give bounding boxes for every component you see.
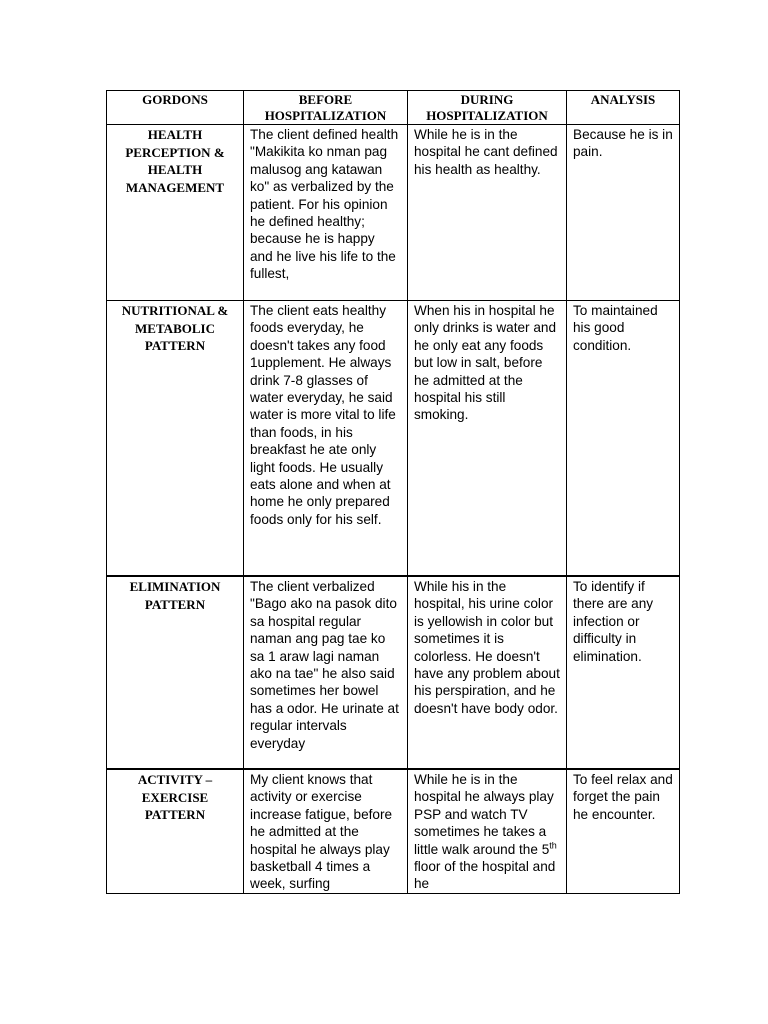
during-text-continued: floor of the hospital and he	[414, 859, 556, 892]
table-row	[107, 125, 680, 301]
during-cell	[408, 769, 567, 893]
pattern-cell: ACTIVITY – EXERCISE PATTERN	[107, 769, 244, 893]
before-cell: The client verbalized "Bago ako na pasok dito sa hospital regular naman ang pag tae ko sa 1 araw lagi naman ako na tae" he also said sometimes her bowel has a odor. He urinate at regular intervals everyday	[244, 576, 408, 769]
table-row	[107, 301, 680, 577]
analysis-cell: To feel relax and forget the pain he encounter.	[567, 769, 680, 893]
table-row	[107, 769, 680, 893]
analysis-cell: To maintained his good condition.	[567, 301, 680, 577]
pattern-cell: NUTRITIONAL & METABOLIC PATTERN	[107, 301, 244, 577]
header-during-hospitalization: DURING HOSPITALIZATION	[408, 91, 567, 125]
during-cell: When his in hospital he only drinks is water and he only eat any foods but low in salt, before he admitted at the hospital his still smoking.	[408, 301, 567, 577]
analysis-cell: To identify if there are any infection or difficulty in elimination.	[567, 576, 680, 769]
during-text: While he is in the hospital he always play PSP and watch TV sometimes he takes a little walk around the 5	[414, 772, 554, 857]
header-row	[107, 91, 680, 125]
analysis-cell: Because he is in pain.	[567, 125, 680, 301]
pattern-cell: ELIMINATION PATTERN	[107, 576, 244, 769]
during-cell: While his in the hospital, his urine color is yellowish in color but sometimes it is colorless. He doesn't have any problem about his perspiration, and he doesn't have body odor.	[408, 576, 567, 769]
header-before-hospitalization: BEFORE HOSPITALIZATION	[244, 91, 408, 125]
during-cell: While he is in the hospital he cant defined his health as healthy.	[408, 125, 567, 301]
header-gordons: GORDONS	[107, 91, 244, 125]
ordinal-suffix: th	[549, 840, 557, 851]
before-cell: The client eats healthy foods everyday, he doesn't takes any food 1upplement. He always drink 7-8 glasses of water everyday, he said water is more vital to life than foods, in his breakfast he ate only light foods. He usually eats alone and when at home he only prepared foods only for his self.	[244, 301, 408, 577]
nursing-assessment-table	[106, 90, 680, 894]
before-cell: My client knows that activity or exercise increase fatigue, before he admitted at the hospital he always play basketball 4 times a week, surfing	[244, 769, 408, 893]
before-cell: The client defined health "Makikita ko nman pag malusog ang katawan ko" as verbalized by the patient. For his opinion he defined healthy; because he is happy and he live his life to the fullest,	[244, 125, 408, 301]
pattern-cell: HEALTH PERCEPTION & HEALTH MANAGEMENT	[107, 125, 244, 301]
header-analysis: ANALYSIS	[567, 91, 680, 125]
table-row	[107, 576, 680, 769]
